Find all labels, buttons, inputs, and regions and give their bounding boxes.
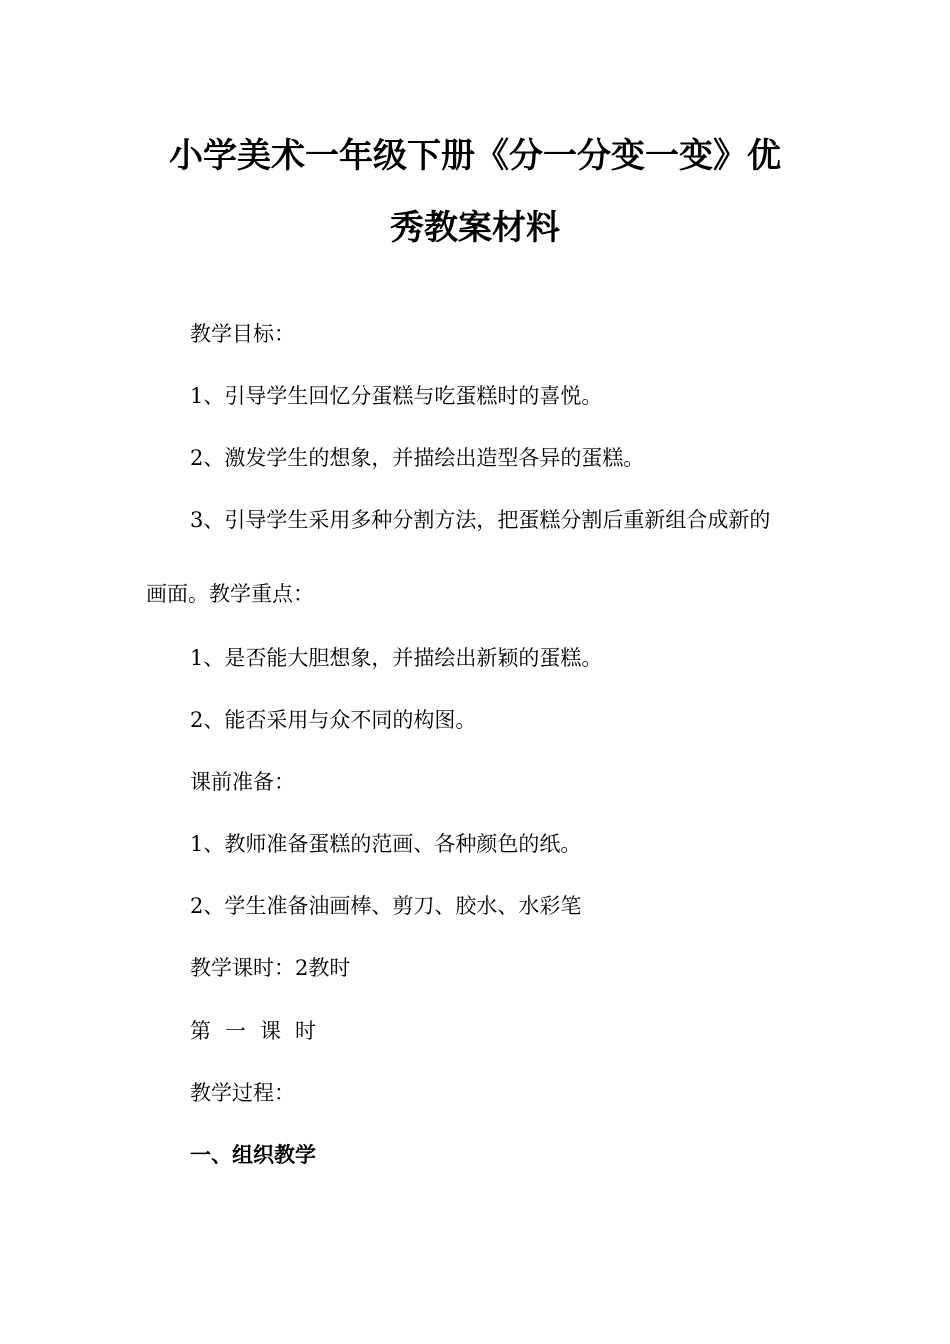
teaching-hours: 教学课时：2教时 bbox=[190, 956, 351, 980]
goal-item-2: 2、激发学生的想象，并描绘出造型各异的蛋糕。 bbox=[190, 446, 645, 470]
first-lesson-heading: 第一课时 bbox=[190, 1019, 330, 1043]
section-heading-teaching-goals: 教学目标： bbox=[190, 322, 295, 346]
document-title-line-2: 秀教案材料 bbox=[390, 208, 560, 248]
key-point-item-1: 1、是否能大胆想象，并描绘出新颖的蛋糕。 bbox=[190, 646, 603, 670]
section-heading-preparation: 课前准备： bbox=[190, 770, 295, 794]
goal-item-3: 3、引导学生采用多种分割方法，把蛋糕分割后重新组合成新的 bbox=[190, 508, 771, 532]
step-heading-organize-teaching: 一、组织教学 bbox=[190, 1143, 316, 1167]
document-title-line-1: 小学美术一年级下册《分一分变一变》优 bbox=[169, 136, 781, 176]
preparation-item-2: 2、学生准备油画棒、剪刀、胶水、水彩笔 bbox=[190, 894, 582, 918]
section-heading-teaching-process: 教学过程： bbox=[190, 1081, 295, 1105]
goal-item-1: 1、引导学生回忆分蛋糕与吃蛋糕时的喜悦。 bbox=[190, 384, 603, 408]
preparation-item-1: 1、教师准备蛋糕的范画、各种颜色的纸。 bbox=[190, 832, 582, 856]
goal-item-3-continued: 画面。教学重点： bbox=[146, 582, 314, 606]
key-point-item-2: 2、能否采用与众不同的构图。 bbox=[190, 708, 477, 732]
